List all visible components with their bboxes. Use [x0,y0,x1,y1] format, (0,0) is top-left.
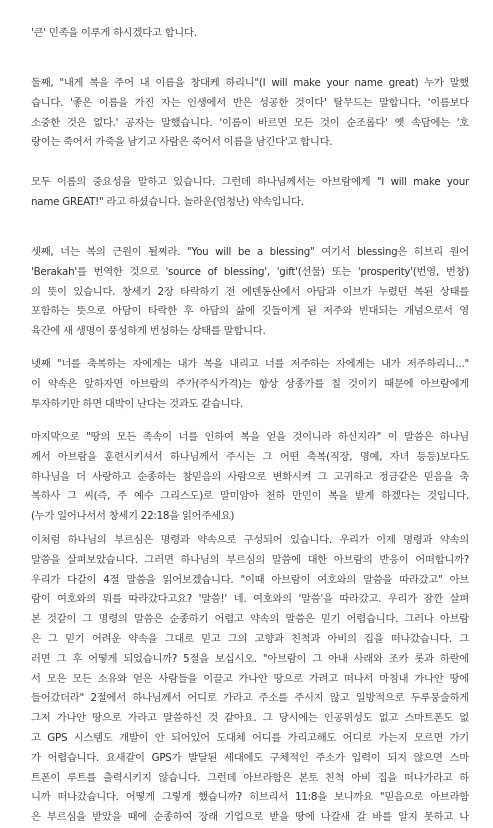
text-line: 은 부르심을 받았을 때에 순종하여 장래 기업으로 받을 땅에 나갈새 갈 바를 알지 못하고 나 [31,811,469,824]
paragraph-6 [31,531,469,828]
text-line: 투자하기만 하면 대박이 난다는 것과도 같습니다. [31,397,244,410]
text-line: name GREAT!" 라고 하셨습니다. 놀라운(엄청난) 약속입니다. [31,195,304,208]
paragraph-2 [31,173,469,213]
text-line: 모두 이름의 중요성을 말하고 있습니다. 그런데 하나님께서는 아브람에게 "I will make your [31,176,469,188]
text-line: 이처럼 하나님의 부르심은 명령과 약속으로 구성되어 있습니다. 우리가 이제 명령과 약속의 [31,534,469,546]
text-line: 셋째, 너는 복의 근원이 될찌라. "You will be a blessing" 여기서 blessing은 히브리 원어 [31,246,469,258]
text-line: 그저 가나안 땅으로 가라고 말씀하신 것 같아요. 그 당시에는 인공위성도 없고 스마트폰도 없 [31,712,469,725]
text-line: 가 어렵습니다. 요새같이 GPS가 발달된 세대에도 구체적인 주소가 입력이 되지 않으면 스마 [31,751,469,764]
text-line: 러면 그 후 어떻게 되었습니까? 5절을 보십시오. "아브람이 그 아내 사래와 조카 롯과 하란에 [31,652,469,665]
text-line: 하나님을 더 사랑하고 순종하는 참믿음의 사람으로 변화시켜 그 고귀하고 정금같은 믿음을 축 [31,470,469,483]
paragraph-1 [31,74,469,153]
text-line: '큰' 민족을 이루게 하시겠다고 합니다. [31,27,197,39]
text-line: (누가 일어나서서 창세기 22:18을 읽어주세요) [31,510,235,523]
text-line: 의 뜻이 있습니다. 창세기 2장 타락하기 전 에덴동산에서 아담과 이브가 누렸던 복된 상태를 [31,285,469,298]
text-line: 둘째, "내게 복을 주어 내 이름을 창대케 하리니"(I will make your name great) 누가 말했 [31,77,469,89]
text-line: 랑이는 죽어서 가죽을 남기고 사람은 죽어서 이름을 남긴다'고 합니다. [31,136,333,149]
text-line: 트폰이 루트를 출력시키지 않습니다. 그런데 아브라함은 본토 친척 아비 집을 떠나가라고 하 [31,771,469,784]
text-line: 말씀을 살펴보았습니다. 그러면 하나님의 부르심의 말씀에 대한 아브람의 반응이 어떠합니까? [31,553,469,566]
text-line: 본 것같이 그 명령의 말씀은 순종하기 어렵고 약속의 말씀은 믿기 어렵습니다. 그러나 아브람 [31,613,469,626]
paragraph-4 [31,355,469,414]
text-line: 람이 여호와의 뭐를 따라갔다고요? '말씀!' 네. 여호와의 '말씀'을 따라갔고. 우리가 잠깐 살펴 [31,593,469,606]
text-line: 습니다. '좋은 이름을 가진 자는 인생에서 반은 성공한 것이다' 탈무드는 말합니다. '이름보다 [31,96,469,109]
paragraph-5 [31,428,469,527]
text-line: 께서 아브람을 훈련시키셔서 하나님께서 주시는 그 어떤 축복(직장, 명예, 자녀 등등)보다도 [31,450,469,463]
text-line: 서 모은 모든 소유와 얻은 사람들을 이끌고 가나안 땅으로 가려고 떠나서 마침내 가나안 땅에 [31,672,469,685]
text-line: 이 약속은 앞하자면 아브람의 주가(주식가격)는 항상 상종가를 칠 것이기 때문에 아브람에게 [31,377,469,390]
paragraph-0 [31,24,469,44]
text-line: 니까 떠나갔습니다. 어떻게 그렇게 했습니까? 히브리서 11:8을 보니까요 "믿음으로 아브라함 [31,791,469,804]
text-line: 소중한 것은 없다.' 공자는 말했습니다. '이름이 바르면 모든 것이 순조롭다' 옛 속담에는 '호 [31,116,469,129]
text-line: 포함하는 뜻으로 아담이 타락한 후 아담의 삶에 깃들이게 된 저주와 빈대되는 개념으로서 영 [31,305,469,318]
paragraph-3 [31,243,469,342]
text-line: 'Berakah'를 번역한 것으로 'source of blessing', 'gift'(선물) 또는 'prosperity'(번영, 번창) [31,265,469,278]
text-line: 고 GPS 시스템도 개발이 안 되어있어 도대체 어디를 가리고해도 어디로 가는지 모르면 가기 [31,731,469,744]
text-line: 넷째 "너를 축복하는 자에게는 내가 복을 내리고 너를 저주하는 자에게는 내가 저주하리니..." [31,358,469,370]
text-line: 복하사 그 씨(즉, 주 예수 그리스도)로 말미암아 천하 만민이 복을 받게 하겠다는 것입니다. [31,490,469,503]
text-line: 은 그 믿기 어려운 약속을 그대로 믿고 그의 고향과 친척과 아비의 집을 떠나갔습니다. 그 [31,632,469,645]
text-line: 들어갔더라" 2절에서 하나님께서 어디로 가라고 주소를 주시지 않고 일방적으로 두루뭉술하게 [31,692,469,705]
text-line: 육간에 새 생명이 풍성하게 번성하는 상태를 말합니다. [31,325,266,338]
text-line: 우리가 다같이 4절 말씀을 읽어보겠습니다. "이때 아브람이 여호와의 말씀을 따라갔고" 아브 [31,573,469,586]
text-line: 마지막으로 "땅의 모든 족속이 너를 인하여 복을 얻을 것이니라 하신지라" 이 말씀은 하나님 [31,431,469,443]
